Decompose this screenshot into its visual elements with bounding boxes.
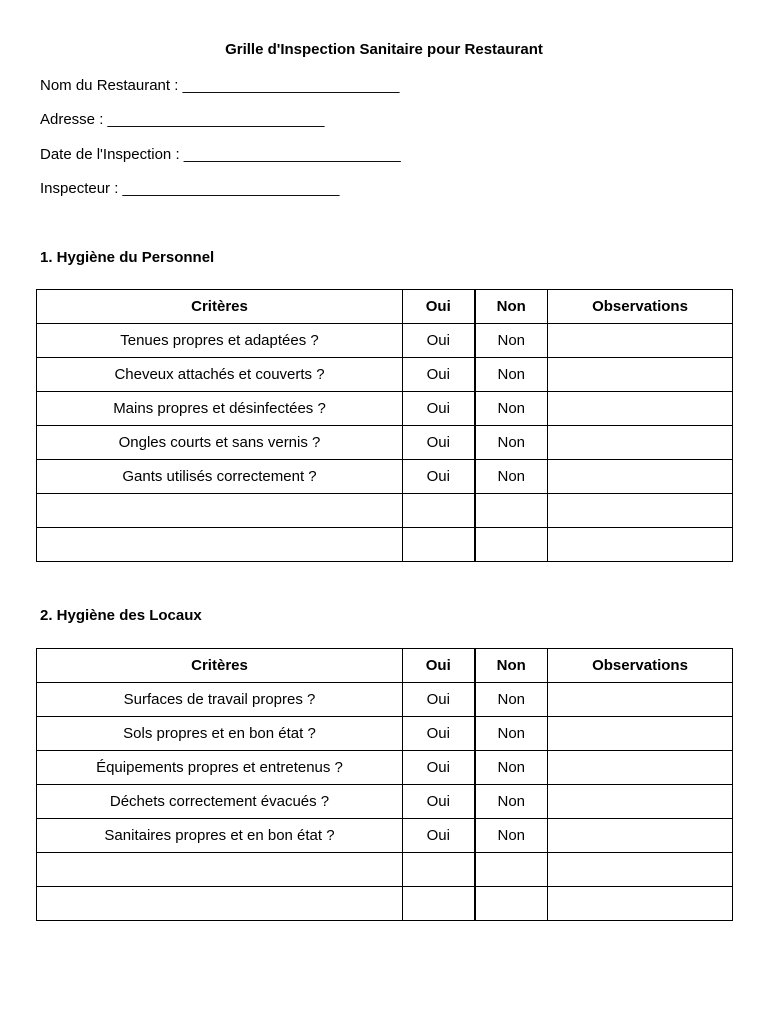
non-cell: Non [475, 358, 548, 392]
criterion-cell: Cheveux attachés et couverts ? [37, 358, 403, 392]
non-cell [475, 887, 548, 921]
non-cell: Non [475, 751, 548, 785]
criterion-cell: Sanitaires propres et en bon état ? [37, 819, 403, 853]
observations-cell [548, 426, 733, 460]
criterion-cell: Équipements propres et entretenus ? [37, 751, 403, 785]
table-locaux [36, 648, 733, 921]
table-row [37, 494, 733, 528]
criterion-cell: Ongles courts et sans vernis ? [37, 426, 403, 460]
oui-cell [403, 494, 475, 528]
observations-cell [548, 717, 733, 751]
inspector-field: Inspecteur : __________________________ [40, 180, 340, 197]
non-cell [475, 494, 548, 528]
non-cell: Non [475, 392, 548, 426]
criterion-cell: Déchets correctement évacués ? [37, 785, 403, 819]
observations-cell [548, 887, 733, 921]
section-title-locaux: 2. Hygiène des Locaux [40, 607, 202, 624]
table-personnel [36, 289, 733, 562]
non-cell: Non [475, 785, 548, 819]
oui-cell: Oui [403, 358, 475, 392]
non-cell: Non [475, 683, 548, 717]
observations-cell [548, 751, 733, 785]
oui-cell: Oui [403, 819, 475, 853]
criterion-cell: Gants utilisés correctement ? [37, 460, 403, 494]
header-criteres: Critères [37, 290, 403, 324]
address-field: Adresse : __________________________ [40, 111, 325, 128]
table-row [37, 819, 733, 853]
criterion-cell: Surfaces de travail propres ? [37, 683, 403, 717]
table-row [37, 887, 733, 921]
table-row [37, 426, 733, 460]
header-observations: Observations [548, 649, 733, 683]
header-non: Non [475, 649, 548, 683]
criterion-cell [37, 494, 403, 528]
non-cell: Non [475, 324, 548, 358]
header-non: Non [475, 290, 548, 324]
table-row [37, 358, 733, 392]
observations-cell [548, 324, 733, 358]
section-title-personnel: 1. Hygiène du Personnel [40, 249, 215, 266]
non-cell: Non [475, 819, 548, 853]
observations-cell [548, 494, 733, 528]
header-criteres: Critères [37, 649, 403, 683]
oui-cell: Oui [403, 751, 475, 785]
observations-cell [548, 392, 733, 426]
inspection-date-field: Date de l'Inspection : __________________________ [40, 146, 401, 163]
table-row [37, 392, 733, 426]
table-row [37, 751, 733, 785]
non-cell: Non [475, 717, 548, 751]
oui-cell [403, 528, 475, 562]
oui-cell: Oui [403, 717, 475, 751]
table-header-row [37, 290, 733, 324]
non-cell [475, 528, 548, 562]
table-row [37, 528, 733, 562]
observations-cell [548, 358, 733, 392]
oui-cell: Oui [403, 785, 475, 819]
observations-cell [548, 853, 733, 887]
oui-cell: Oui [403, 683, 475, 717]
oui-cell: Oui [403, 392, 475, 426]
table-header-row [37, 649, 733, 683]
non-cell [475, 853, 548, 887]
non-cell: Non [475, 460, 548, 494]
restaurant-name-field: Nom du Restaurant : __________________________ [40, 77, 400, 94]
criterion-cell [37, 528, 403, 562]
non-cell: Non [475, 426, 548, 460]
oui-cell: Oui [403, 426, 475, 460]
table-row [37, 324, 733, 358]
observations-cell [548, 528, 733, 562]
observations-cell [548, 460, 733, 494]
criterion-cell: Sols propres et en bon état ? [37, 717, 403, 751]
header-oui: Oui [403, 290, 475, 324]
header-observations: Observations [548, 290, 733, 324]
oui-cell [403, 887, 475, 921]
document-title: Grille d'Inspection Sanitaire pour Restaurant [225, 41, 543, 58]
oui-cell: Oui [403, 460, 475, 494]
criterion-cell: Mains propres et désinfectées ? [37, 392, 403, 426]
criterion-cell [37, 853, 403, 887]
oui-cell [403, 853, 475, 887]
oui-cell: Oui [403, 324, 475, 358]
table-row [37, 717, 733, 751]
table-row [37, 853, 733, 887]
observations-cell [548, 819, 733, 853]
criterion-cell: Tenues propres et adaptées ? [37, 324, 403, 358]
observations-cell [548, 785, 733, 819]
table-row [37, 785, 733, 819]
criterion-cell [37, 887, 403, 921]
table-row [37, 683, 733, 717]
table-row [37, 460, 733, 494]
header-oui: Oui [403, 649, 475, 683]
observations-cell [548, 683, 733, 717]
